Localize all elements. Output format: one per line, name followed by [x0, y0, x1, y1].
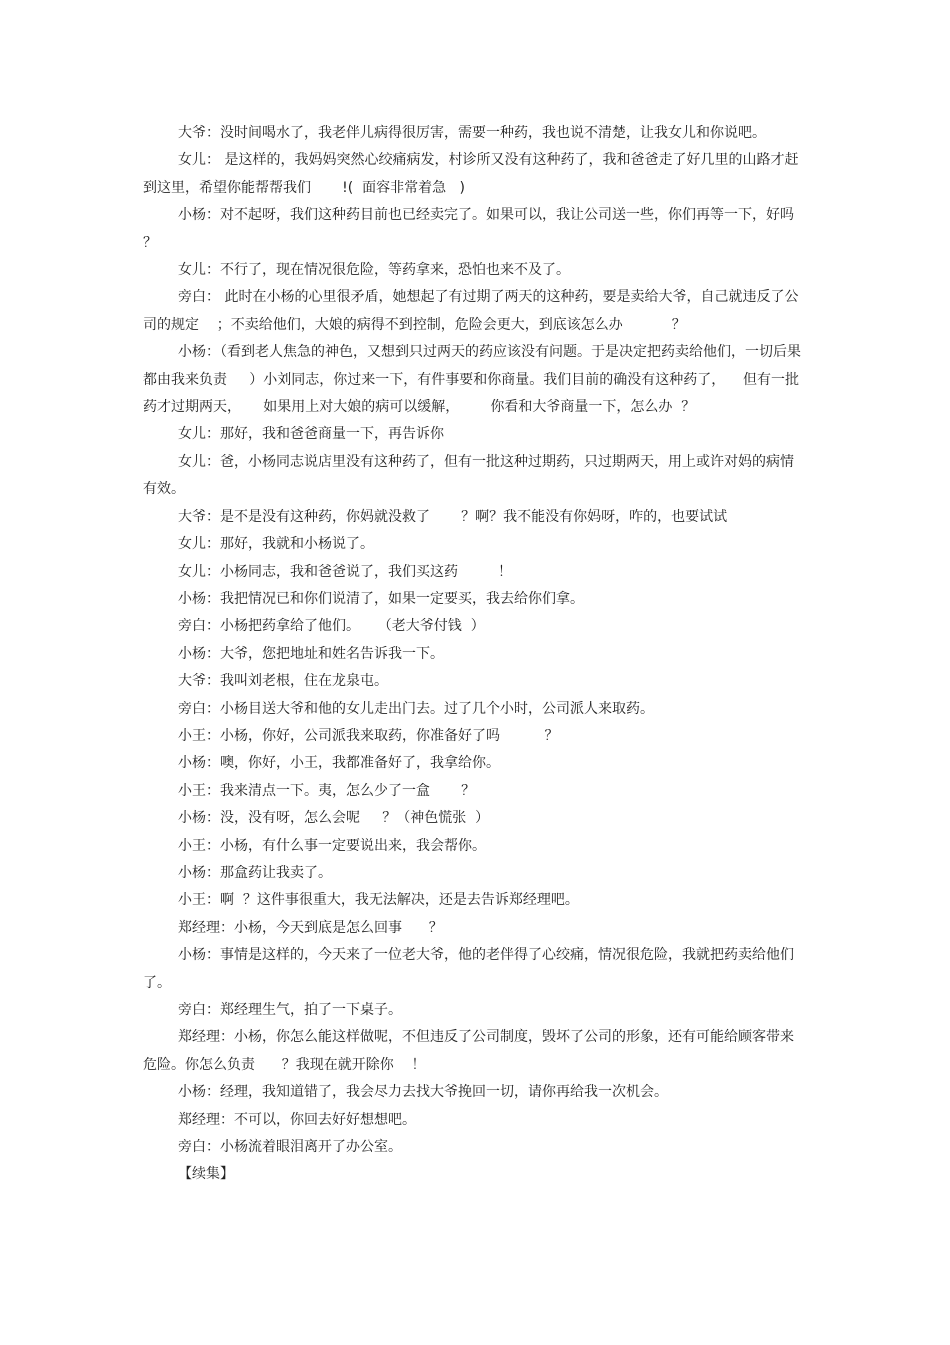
dialogue-line: 小杨：（看到老人焦急的神色，又想到只过两天的药应该没有问题。于是决定把药卖给他们，一切后果都由我来负责 ）小刘同志，你过来一下，有件事要和你商量。我们目前的确没有这种药了， 但有一批药才过期两天， 如果用上对大娘的病可以缓解， 你看和大爷商量一下，怎么办 ？	[143, 344, 801, 416]
dialogue-line: 小王：小杨，你好，公司派我来取药，你准备好了吗 ？	[178, 727, 559, 744]
dialogue-line: 大爷：是不是没有这种药，你妈就没救了 ？啊？我不能没有你妈呀，咋的，也要试试	[178, 508, 728, 525]
dialogue-line: 小杨：经理，我知道错了，我会尽力去找大爷挽回一切，请你再给我一次机会。	[178, 1084, 668, 1101]
dialogue-line: 旁白：小杨流着眼泪离开了办公室。	[178, 1139, 402, 1156]
dialogue-line: 女儿：那好，我就和小杨说了。	[178, 536, 374, 553]
dialogue-line: 小杨：对不起呀，我们这种药目前也已经卖完了。如果可以，我让公司送一些，你们再等一下，好吗 ？	[143, 207, 803, 251]
dialogue-line: 小杨：没，没有呀，怎么会呢 ？（神色慌张 ）	[178, 810, 490, 827]
dialogue-line: 小杨：大爷，您把地址和姓名告诉我一下。	[178, 645, 444, 662]
dialogue-line: 女儿：小杨同志，我和爸爸说了，我们买这药 ！	[178, 563, 513, 580]
dialogue-line: 郑经理：小杨，你怎么能这样做呢，不但违反了公司制度，毁坏了公司的形象，还有可能给顾客带来危险。你怎么负责 ？我现在就开除你 ！	[143, 1029, 794, 1073]
dialogue-line: 小王：小杨，有什么事一定要说出来，我会帮你。	[178, 837, 486, 854]
script-body	[143, 120, 803, 1189]
dialogue-line: 小杨：我把情况已和你们说清了，如果一定要买，我去给你们拿。	[178, 590, 584, 607]
dialogue-line: 旁白：小杨把药拿给了他们。 （老大爷付钱 ）	[178, 618, 485, 635]
dialogue-line: 女儿：不行了，现在情况很危险，等药拿来，恐怕也来不及了。	[178, 262, 570, 279]
dialogue-line: 小杨：事情是这样的，今天来了一位老大爷，他的老伴得了心绞痛，情况很危险，我就把药卖给他们了。	[143, 947, 794, 991]
dialogue-line: 小王：啊 ？这件事很重大，我无法解决，还是去告诉郑经理吧。	[178, 892, 579, 909]
dialogue-line: 女儿：爸，小杨同志说店里没有这种药了，但有一批这种过期药，只过期两天，用上或许对妈的病情有效。	[143, 453, 794, 498]
dialogue-line: 小杨：噢，你好，小王，我都准备好了，我拿给你。	[178, 755, 500, 772]
dialogue-line: 大爷：我叫刘老根，住在龙泉屯。	[178, 673, 388, 690]
dialogue-line: 旁白：郑经理生气，拍了一下桌子。	[178, 1002, 402, 1018]
dialogue-line: 旁白： 此时在小杨的心里很矛盾，她想起了有过期了两天的这种药，要是卖给大爷，自己就违反了公司的规定 ；不卖给他们，大娘的病得不到控制，危险会更大，到底该怎么办 ？	[143, 289, 799, 333]
dialogue-line: 【续集】	[178, 1166, 234, 1183]
dialogue-line: 女儿： 是这样的，我妈妈突然心绞痛病发，村诊所又没有这种药了，我和爸爸走了好几里的山路才赶到这里，希望你能帮帮我们 !( 面容非常着急 )	[143, 152, 799, 196]
dialogue-line: 女儿：那好，我和爸爸商量一下，再告诉你	[178, 426, 444, 443]
dialogue-line: 小杨：那盒药让我卖了。	[178, 864, 332, 881]
dialogue-line: 郑经理：不可以，你回去好好想想吧。	[178, 1111, 416, 1128]
dialogue-line: 郑经理：小杨，今天到底是怎么回事 ？	[178, 919, 443, 936]
dialogue-line: 大爷：没时间喝水了，我老伴儿病得很厉害，需要一种药，我也说不清楚，让我女儿和你说吧。	[178, 125, 766, 141]
dialogue-line: 小王：我来清点一下。夷，怎么少了一盒 ？	[178, 782, 476, 799]
dialogue-line: 旁白：小杨目送大爷和他的女儿走出门去。过了几个小时，公司派人来取药。	[178, 700, 654, 717]
